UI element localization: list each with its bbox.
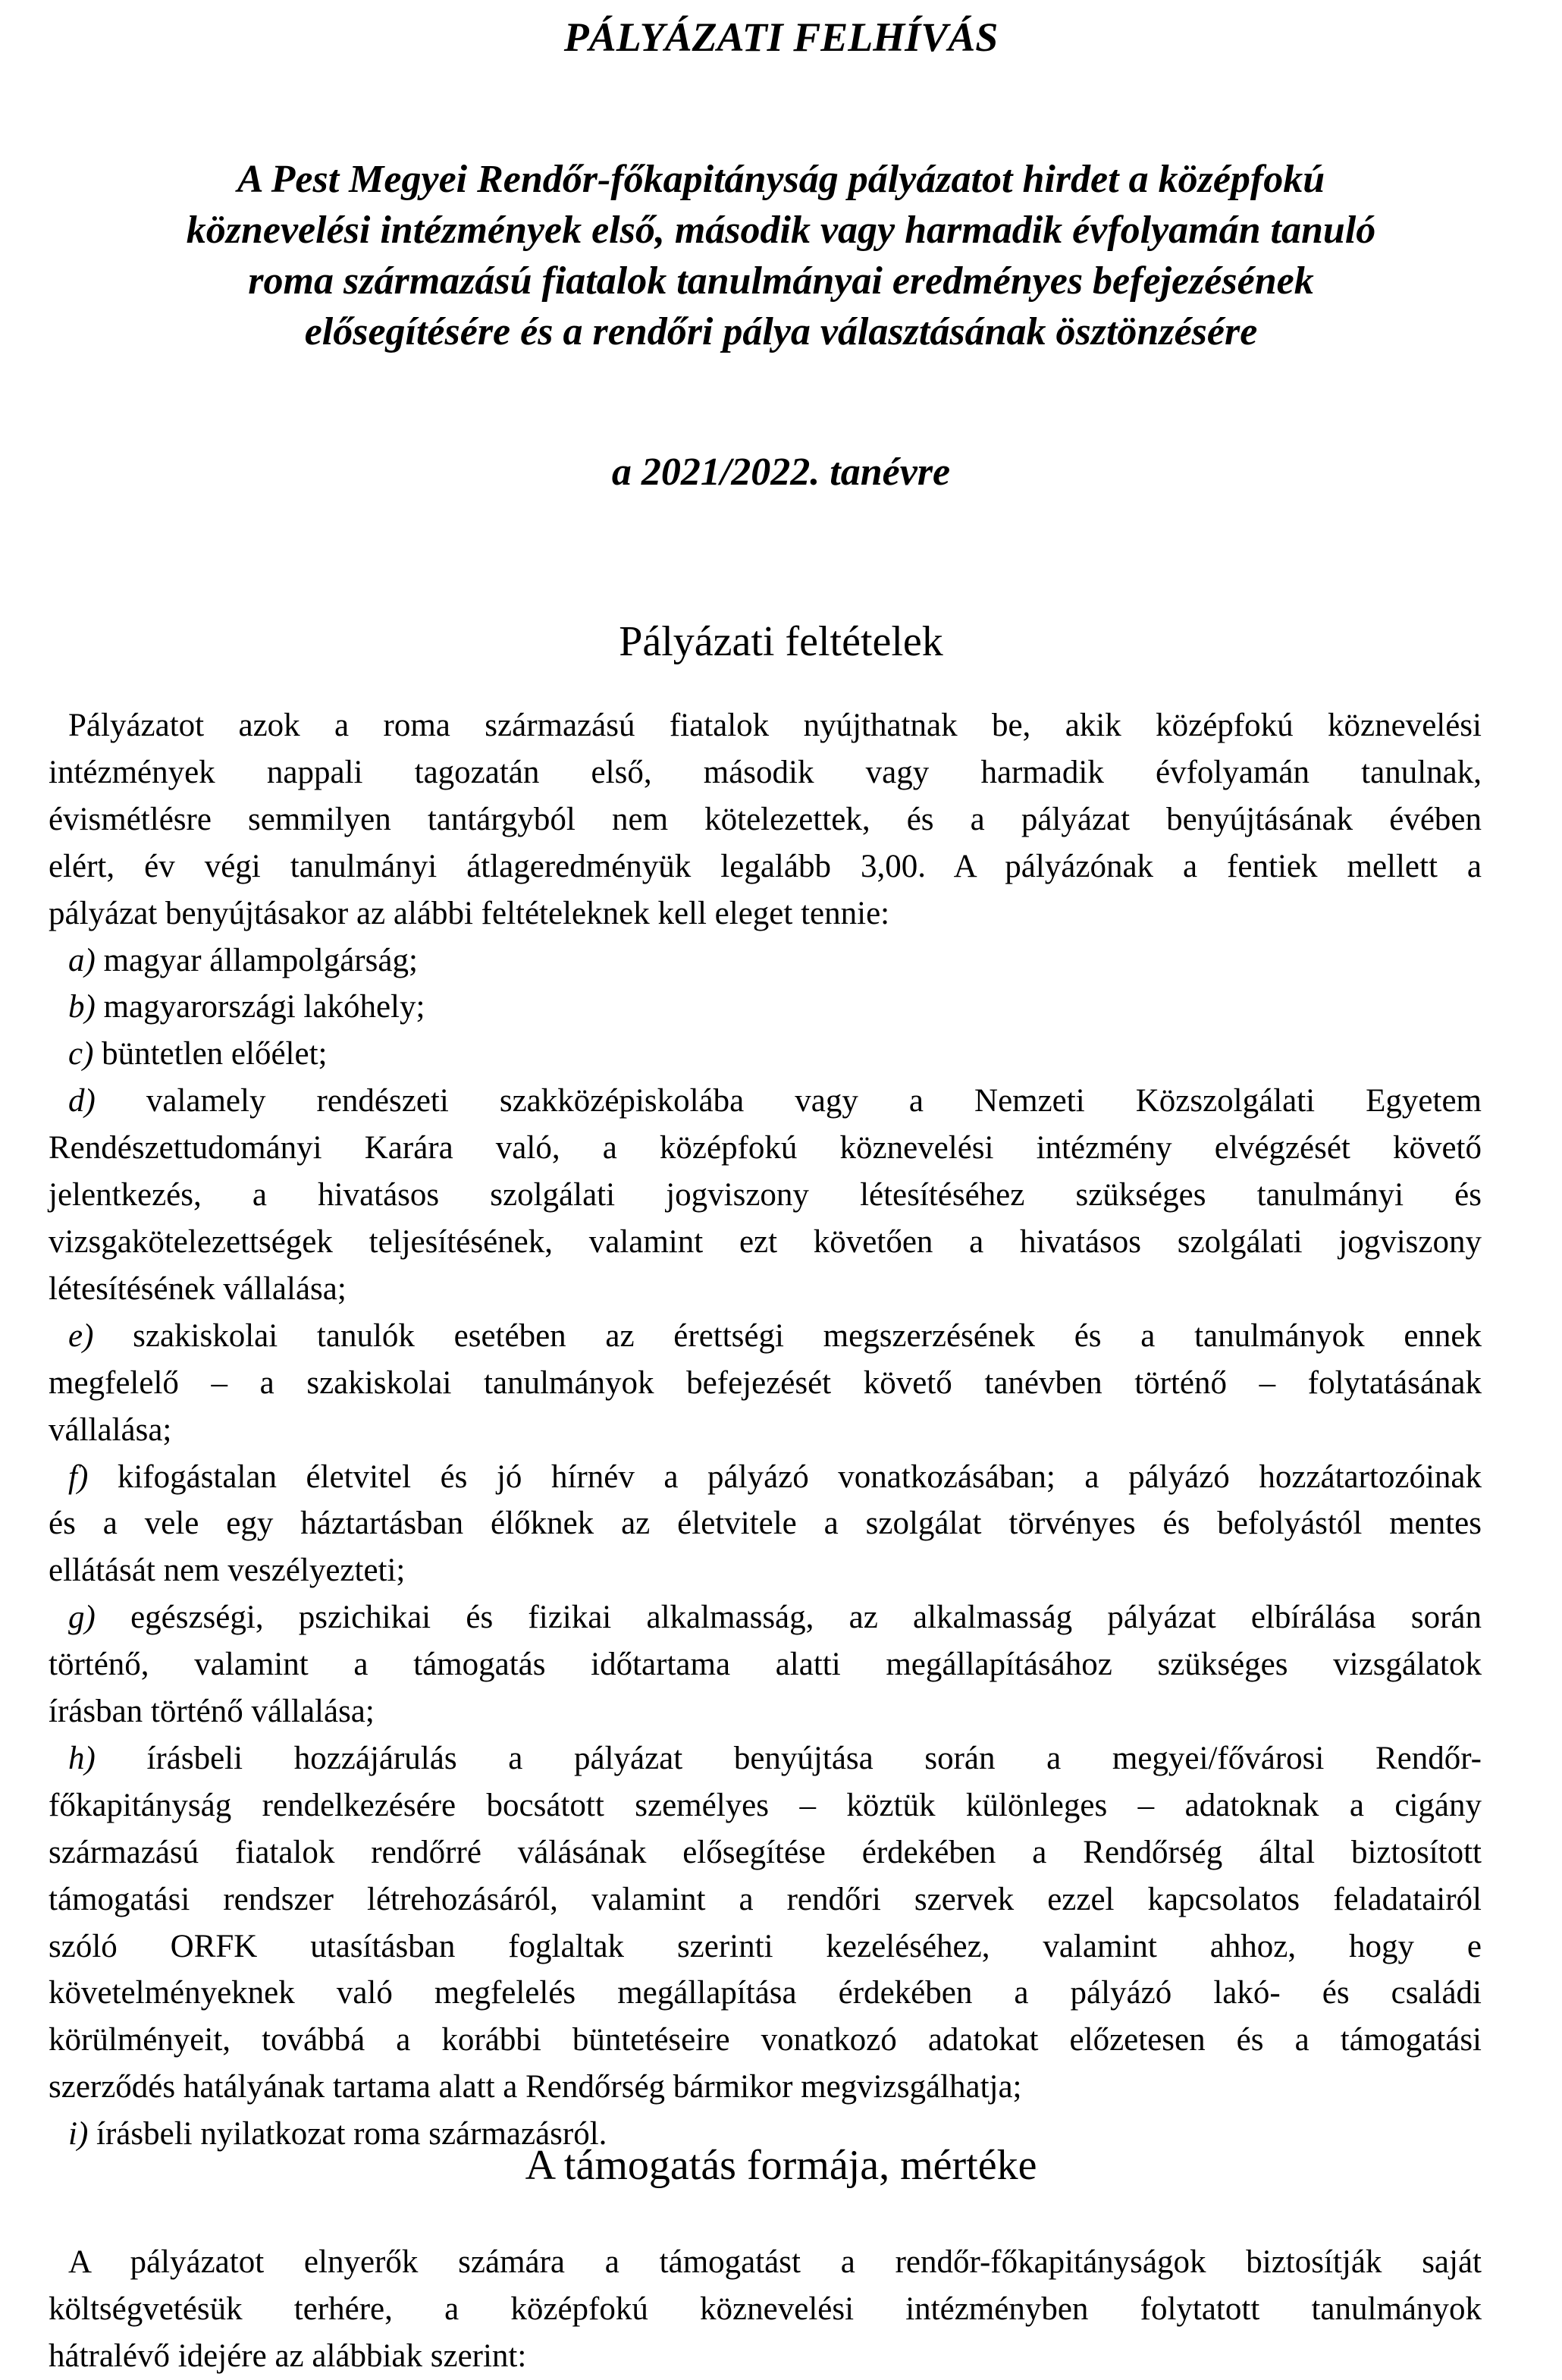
condition-letter: c)	[68, 1036, 94, 1072]
condition-line	[49, 1547, 1482, 1594]
condition-line	[49, 2017, 1482, 2064]
condition-text: történő, valamint a támogatás időtartama alatti megállapításához szükséges vizsgálatok	[49, 1647, 1482, 1683]
condition-line	[49, 984, 1482, 1031]
subtitle-line: A Pest Megyei Rendőr-főkapitányság pályázatot hirdet a középfokú	[237, 158, 1325, 201]
condition-text: jelentkezés, a hivatásos szolgálati jogviszony létesítéséhez szükséges tanulmányi és	[49, 1177, 1482, 1214]
condition-item	[49, 1078, 1482, 1313]
condition-item	[49, 984, 1482, 1031]
condition-text: támogatási rendszer létrehozásáról, valamint a rendőri szervek ezzel kapcsolatos feladatairól	[49, 1881, 1482, 1917]
condition-line	[49, 1876, 1482, 1923]
condition-letter: g)	[68, 1600, 96, 1636]
condition-line	[49, 1735, 1482, 1782]
subtitle-line: köznevelési intézmények első, második vagy harmadik évfolyamán tanuló	[186, 209, 1376, 252]
condition-text: büntetlen előélet;	[93, 1036, 328, 1072]
condition-text: ellátását nem veszélyezteti;	[49, 1553, 406, 1589]
condition-line	[49, 1313, 1482, 1360]
condition-text: származású fiatalok rendőrré válásának elősegítése érdekében a Rendőrség által biztosított	[49, 1834, 1482, 1870]
support-body	[49, 2239, 1482, 2380]
condition-text: megfelelő – a szakiskolai tanulmányok befejezését követő tanévben történő – folytatásának	[49, 1364, 1482, 1401]
document-title: PÁLYÁZATI FELHÍVÁS	[563, 14, 999, 60]
condition-line	[49, 1454, 1482, 1501]
condition-text: szerződés hatályának tartama alatt a Rendőrség bármikor megvizsgálhatja;	[49, 2069, 1022, 2105]
condition-line	[49, 1641, 1482, 1688]
condition-text: írásbeli hozzájárulás a pályázat benyújtása során a megyei/fővárosi Rendőr-	[95, 1740, 1482, 1776]
condition-line	[49, 1125, 1482, 1172]
condition-line	[49, 1407, 1482, 1454]
condition-text: körülményeit, továbbá a korábbi büntetéseire vonatkozó adatokat előzetesen és a támogatási	[49, 2022, 1482, 2058]
condition-text: magyar állampolgárság;	[95, 942, 418, 978]
condition-text: kifogástalan életvitel és jó hírnév a pályázó vonatkozásában; a pályázó hozzátartozóinak	[88, 1458, 1482, 1495]
support-line: költségvetésük terhére, a középfokú köznevelési intézményben folytatott tanulmányok	[49, 2291, 1482, 2327]
school-year: a 2021/2022. tanévre	[611, 451, 951, 494]
condition-text: valamely rendészeti szakközépiskolába vagy a Nemzeti Közszolgálati Egyetem	[95, 1083, 1482, 1119]
condition-letter: a)	[68, 942, 96, 978]
condition-item	[49, 1735, 1482, 2111]
intro-line: intézmények nappali tagozatán első, második vagy harmadik évfolyamán tanulnak,	[49, 754, 1482, 790]
support-line: hátralévő idejére az alábbiak szerint:	[49, 2338, 527, 2374]
document-subtitle	[0, 154, 1562, 357]
condition-letter: d)	[68, 1083, 96, 1119]
condition-text: Rendészettudományi Karára való, a középfokú köznevelési intézmény elvégzését követő	[49, 1130, 1482, 1166]
condition-item	[49, 1454, 1482, 1595]
condition-text: vállalása;	[49, 1411, 172, 1448]
condition-line	[49, 1360, 1482, 1407]
condition-line	[49, 937, 1482, 984]
condition-item	[49, 1313, 1482, 1454]
condition-item	[49, 1031, 1482, 1078]
condition-line	[49, 1923, 1482, 1970]
condition-line	[49, 1219, 1482, 1266]
support-line: A pályázatot elnyerők számára a támogatást a rendőr-főkapitányságok biztosítják saját	[68, 2244, 1482, 2280]
condition-line	[49, 1172, 1482, 1219]
condition-letter: b)	[68, 989, 96, 1025]
condition-line	[49, 1500, 1482, 1547]
condition-letter: e)	[68, 1317, 94, 1354]
condition-text: írásban történő vállalása;	[49, 1694, 375, 1730]
intro-line: pályázat benyújtásakor az alábbi feltételeknek kell eleget tennie:	[49, 895, 890, 931]
condition-line	[49, 1594, 1482, 1641]
subtitle-line: elősegítésére és a rendőri pálya választásának ösztönzésére	[304, 310, 1258, 353]
condition-text: egészségi, pszichikai és fizikai alkalmasság, az alkalmasság pályázat elbírálása során	[95, 1600, 1482, 1636]
conditions-heading: Pályázati feltételek	[619, 618, 943, 665]
condition-text: vizsgakötelezettségek teljesítésének, valamint ezt követően a hivatásos szolgálati jogviszony	[49, 1223, 1482, 1260]
condition-line	[49, 1688, 1482, 1735]
intro-line: Pályázatot azok a roma származású fiatalok nyújthatnak be, akik középfokú köznevelési	[68, 708, 1482, 743]
support-heading: A támogatás formája, mértéke	[525, 2142, 1037, 2189]
condition-letter: h)	[68, 1740, 96, 1776]
conditions-body	[49, 702, 1482, 2158]
condition-item	[49, 937, 1482, 984]
condition-line	[49, 1078, 1482, 1125]
condition-line	[49, 1970, 1482, 2017]
condition-text: szóló ORFK utasításban foglaltak szerinti kezeléséhez, valamint ahhoz, hogy e	[49, 1928, 1482, 1964]
condition-text: és a vele egy háztartásban élőknek az életvitele a szolgálat törvényes és befolyástól mentes	[49, 1506, 1482, 1542]
intro-line: elért, év végi tanulmányi átlageredményük legalább 3,00. A pályázónak a fentiek mellett a	[49, 848, 1482, 884]
condition-line	[49, 1266, 1482, 1313]
condition-text: követelményeknek való megfelelés megállapítása érdekében a pályázó lakó- és családi	[49, 1975, 1482, 2011]
condition-text: magyarországi lakóhely;	[95, 989, 425, 1025]
condition-text: írásbeli nyilatkozat roma származásról.	[88, 2116, 607, 2152]
condition-letter: i)	[68, 2116, 89, 2152]
condition-letter: f)	[68, 1458, 89, 1495]
subtitle-line: roma származású fiatalok tanulmányai eredményes befejezésének	[248, 259, 1314, 303]
condition-line	[49, 1031, 1482, 1078]
condition-line	[49, 1782, 1482, 1829]
condition-text: szakiskolai tanulók esetében az érettségi megszerzésének és a tanulmányok ennek	[93, 1317, 1482, 1354]
condition-text: főkapitányság rendelkezésére bocsátott személyes – köztük különleges – adatoknak a cigány	[49, 1787, 1482, 1823]
condition-text: létesítésének vállalása;	[49, 1270, 347, 1307]
condition-line	[49, 2064, 1482, 2111]
conditions-list	[49, 937, 1482, 2159]
intro-line: évismétlésre semmilyen tantárgyból nem kötelezettek, és a pályázat benyújtásának évében	[49, 801, 1482, 837]
condition-item	[49, 1594, 1482, 1735]
condition-line	[49, 1829, 1482, 1876]
